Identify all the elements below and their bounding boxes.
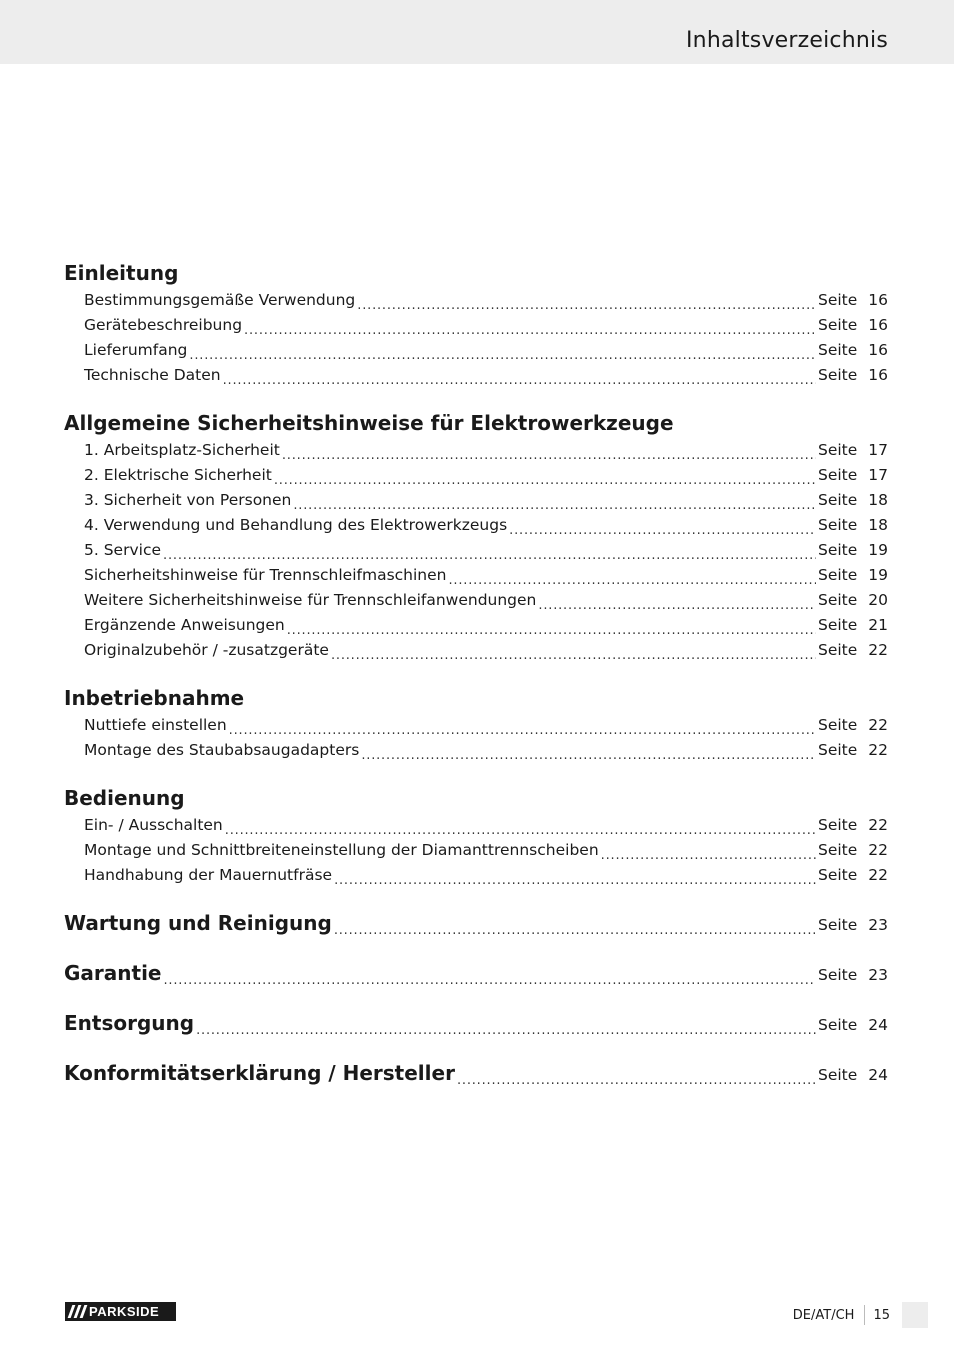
table-of-contents <box>64 258 888 1088</box>
entry-label: Montage des Staubabsaugadapters <box>84 741 360 759</box>
entry-page: 17 <box>868 466 888 484</box>
entry-seite: Seite <box>818 466 858 484</box>
entry-label: Bestimmungsgemäße Verwendung <box>84 291 356 309</box>
entry-seite: Seite <box>818 591 858 609</box>
page-title: Inhaltsverzeichnis <box>685 28 888 53</box>
entry-label: Ein- / Ausschalten <box>84 816 223 834</box>
major-entry-label: Konformitätserklärung / Hersteller <box>64 1061 455 1085</box>
dot-leader <box>225 813 816 838</box>
toc-entry[interactable] <box>64 838 888 863</box>
dot-leader <box>244 313 816 338</box>
section-title: Einleitung <box>64 261 179 285</box>
entry-page: 24 <box>868 1066 888 1084</box>
entry-page: 18 <box>868 491 888 509</box>
entry-seite: Seite <box>818 741 858 759</box>
entry-page: 19 <box>868 566 888 584</box>
entry-label: 1. Arbeitsplatz-Sicherheit <box>84 441 280 459</box>
entry-seite: Seite <box>818 291 858 309</box>
toc-entry[interactable] <box>64 438 888 463</box>
dot-leader <box>223 363 816 388</box>
entry-label: Handhabung der Mauernutfräse <box>84 866 333 884</box>
section-title: Inbetriebnahme <box>64 686 245 710</box>
dot-leader <box>282 438 816 463</box>
entry-page: 22 <box>868 716 888 734</box>
entry-page: 17 <box>868 441 888 459</box>
footer-divider <box>864 1305 865 1325</box>
toc-major-entry[interactable] <box>64 1008 888 1038</box>
toc-entry[interactable] <box>64 288 888 313</box>
entry-label: Montage und Schnittbreiteneinstellung der Diamanttrennscheiben <box>84 841 599 859</box>
entry-label: Weitere Sicherheitshinweise für Trennschleifanwendungen <box>84 591 537 609</box>
entry-seite: Seite <box>818 366 858 384</box>
toc-section-sicherheitshinweise <box>64 408 888 663</box>
toc-entry[interactable] <box>64 463 888 488</box>
dot-leader <box>334 913 816 938</box>
dot-leader <box>331 638 816 663</box>
footer-language: DE/AT/CH <box>792 1307 855 1323</box>
toc-entry[interactable] <box>64 588 888 613</box>
entry-seite: Seite <box>818 641 858 659</box>
section-title: Allgemeine Sicherheitshinweise für Elektrowerkzeuge <box>64 411 674 435</box>
entry-label: 5. Service <box>84 541 162 559</box>
entry-label: 2. Elektrische Sicherheit <box>84 466 272 484</box>
entry-seite: Seite <box>818 866 858 884</box>
section-title: Bedienung <box>64 786 185 810</box>
entry-page: 22 <box>868 741 888 759</box>
major-entry-label: Wartung und Reinigung <box>64 911 332 935</box>
entry-seite: Seite <box>818 1016 858 1034</box>
dot-leader <box>293 488 816 513</box>
entry-page: 23 <box>868 966 888 984</box>
toc-entry[interactable] <box>64 638 888 663</box>
major-entry-label: Entsorgung <box>64 1011 195 1035</box>
header-band <box>0 0 954 64</box>
entry-page: 24 <box>868 1016 888 1034</box>
entry-seite: Seite <box>818 516 858 534</box>
parkside-logo <box>65 1302 176 1321</box>
entry-seite: Seite <box>818 841 858 859</box>
entry-seite: Seite <box>818 966 858 984</box>
entry-seite: Seite <box>818 316 858 334</box>
dot-leader <box>274 463 816 488</box>
entry-page: 20 <box>868 591 888 609</box>
entry-label: Ergänzende Anweisungen <box>84 616 285 634</box>
entry-seite: Seite <box>818 816 858 834</box>
entry-seite: Seite <box>818 541 858 559</box>
toc-entry[interactable] <box>64 563 888 588</box>
dot-leader <box>457 1063 816 1088</box>
entry-seite: Seite <box>818 1066 858 1084</box>
dot-leader <box>334 863 816 888</box>
dot-leader <box>357 288 816 313</box>
footer-pagination <box>793 1302 928 1328</box>
logo-stripes-icon <box>65 1302 87 1321</box>
toc-entry[interactable] <box>64 363 888 388</box>
toc-entry[interactable] <box>64 338 888 363</box>
entry-label: Nuttiefe einstellen <box>84 716 227 734</box>
toc-entry[interactable] <box>64 738 888 763</box>
entry-label: 3. Sicherheit von Personen <box>84 491 292 509</box>
toc-entry[interactable] <box>64 313 888 338</box>
toc-major-entry[interactable] <box>64 1058 888 1088</box>
toc-major-entry[interactable] <box>64 958 888 988</box>
entry-label: 4. Verwendung und Behandlung des Elektrowerkzeugs <box>84 516 508 534</box>
entry-seite: Seite <box>818 491 858 509</box>
entry-page: 16 <box>868 291 888 309</box>
entry-label: Originalzubehör / -zusatzgeräte <box>84 641 329 659</box>
toc-entry[interactable] <box>64 713 888 738</box>
entry-page: 23 <box>868 916 888 934</box>
toc-major-entry[interactable] <box>64 908 888 938</box>
entry-page: 16 <box>868 341 888 359</box>
entry-seite: Seite <box>818 616 858 634</box>
dot-leader <box>509 513 816 538</box>
toc-section-einleitung <box>64 258 888 388</box>
footer-page-number: 15 <box>873 1307 890 1323</box>
dot-leader <box>196 1013 816 1038</box>
toc-section-bedienung <box>64 783 888 888</box>
entry-label: Gerätebeschreibung <box>84 316 243 334</box>
entry-page: 22 <box>868 866 888 884</box>
toc-section-inbetriebnahme <box>64 683 888 763</box>
toc-entry[interactable] <box>64 488 888 513</box>
toc-entry[interactable] <box>64 863 888 888</box>
dot-leader <box>287 613 816 638</box>
entry-seite: Seite <box>818 716 858 734</box>
dot-leader <box>164 963 817 988</box>
dot-leader <box>189 338 816 363</box>
entry-page: 21 <box>868 616 888 634</box>
logo-text: PARKSIDE <box>89 1304 160 1319</box>
dot-leader <box>361 738 816 763</box>
toc-entry[interactable] <box>64 538 888 563</box>
entry-page: 22 <box>868 641 888 659</box>
entry-seite: Seite <box>818 916 858 934</box>
entry-page: 19 <box>868 541 888 559</box>
dot-leader <box>163 538 816 563</box>
toc-entry[interactable] <box>64 513 888 538</box>
entry-page: 22 <box>868 841 888 859</box>
entry-label: Technische Daten <box>84 366 221 384</box>
entry-seite: Seite <box>818 441 858 459</box>
dot-leader <box>448 563 816 588</box>
entry-label: Sicherheitshinweise für Trennschleifmaschinen <box>84 566 447 584</box>
entry-page: 16 <box>868 366 888 384</box>
toc-entry[interactable] <box>64 813 888 838</box>
major-entry-label: Garantie <box>64 961 162 985</box>
footer-box <box>902 1302 928 1328</box>
entry-seite: Seite <box>818 341 858 359</box>
entry-page: 18 <box>868 516 888 534</box>
toc-entry[interactable] <box>64 613 888 638</box>
dot-leader <box>538 588 816 613</box>
dot-leader <box>601 838 816 863</box>
entry-page: 16 <box>868 316 888 334</box>
entry-label: Lieferumfang <box>84 341 188 359</box>
dot-leader <box>229 713 816 738</box>
entry-page: 22 <box>868 816 888 834</box>
entry-seite: Seite <box>818 566 858 584</box>
